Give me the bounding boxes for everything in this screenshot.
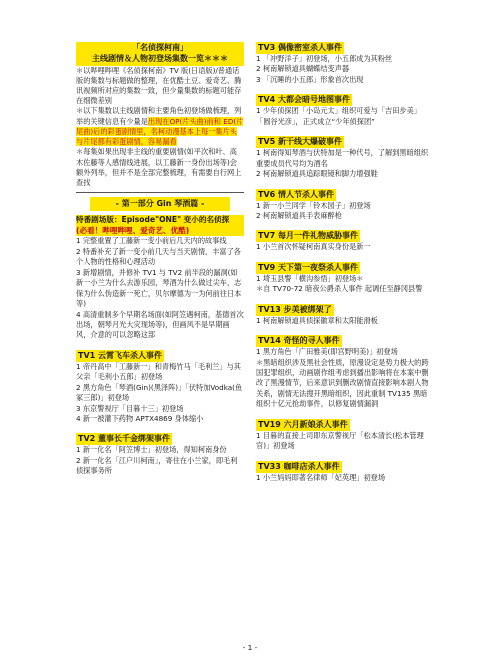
case-items-tv13 bbox=[256, 316, 431, 326]
list-item: 2 柯南解锁道具蝴蝶结变声器 bbox=[256, 64, 350, 74]
list-item: 3 东京警视厅「目暮十三」初登场 bbox=[76, 403, 184, 413]
list-item: 3 新增剧情，并修补 TV1 与 TV2 前半段的漏洞(如新一小兰为什么去游乐园，琴酒为什么做过尖车，志保为什么伪造新一死亡，贝尔摩德为一为何前往日本等) bbox=[76, 267, 242, 309]
case-items-tv6 bbox=[256, 201, 431, 222]
case-title-tv3: TV3 偶像密室杀人事件 bbox=[258, 43, 342, 52]
list-item: 1 目暮的直接上司即东京警视厅「松本清长(松本管理官)」初登场 bbox=[256, 430, 424, 451]
special-title bbox=[76, 215, 244, 236]
case-title-tv6: TV6 情人节杀人事件 bbox=[258, 189, 334, 199]
case-title-tv19: TV19 六月新娘杀人事件 bbox=[258, 419, 348, 429]
list-item: 1 新一化名「阿笠博士」初登场，得知柯南身份 bbox=[76, 445, 227, 455]
case-title-tv33: TV33 咖啡店杀人事件 bbox=[258, 461, 340, 471]
case-items-tv19 bbox=[256, 431, 431, 452]
page-number: - 1 - bbox=[242, 643, 258, 652]
list-item: 1 「冲野洋子」初登场，小五郎成为其粉丝 bbox=[256, 54, 393, 63]
list-item: ＊自 TV70-72 暗夜公爵杀人事件 起调任至静冈县警 bbox=[256, 284, 423, 294]
list-item: 2 特番补充了新一变小前几天与当天剧情，丰富了各个人物的性格和心理活动 bbox=[76, 246, 241, 267]
list-item: 2 新一化名「江户川柯南」，寄住在小兰家，即毛利侦探事务所 bbox=[76, 455, 238, 476]
list-item: 1 小兰妈妈即著名律师「妃英理」初登场 bbox=[256, 472, 386, 482]
part1-title: - 第一部分 Gin 琴酒篇 - bbox=[90, 197, 230, 211]
case-items-tv4 bbox=[256, 106, 431, 127]
list-item: ＊黑暗组织涉及黑社会性质，原漫设定是势力极大的跨国犯罪组织，动画剧作组考虑到播出影响将在本案中删改了黑漫情节，后来意识到删改剧情直接影响本剧人物关系，剧情无法搜开黑暗组织，因此重制 TV135 黑暗组织十亿元抢劫事件，以修复剧情漏洞 bbox=[256, 357, 429, 409]
case-items-tv5 bbox=[256, 148, 431, 179]
case-title-tv5: TV5 新干线大爆破事件 bbox=[258, 137, 342, 147]
list-item: 4 高清重制多个早期名场面(如阿笠遇柯南，基德首次出场，朝琴月光大灾现场等)，但画风不是早期画风，介意的可以忽略这部 bbox=[76, 309, 244, 340]
list-item: 1 柯南解锁道具侦探徽章和太阳能滑板 bbox=[256, 315, 378, 325]
special-title-line2: (必看！哔哩哔哩、爱奇艺、优酷) bbox=[76, 225, 190, 235]
case-items-tv3 bbox=[256, 54, 431, 85]
list-item: 1 帝丹高中「工藤新一」和青梅竹马「毛利兰」与其父亲「毛利小五郎」初登场 bbox=[76, 361, 241, 382]
list-item: 1 少年侦探团「小岛元太」组织可爱与「吉田步美」「圆谷光彦」，正式成立“少年侦探团” bbox=[256, 106, 421, 126]
case-items-tv9 bbox=[256, 274, 431, 295]
section-divider bbox=[76, 192, 244, 193]
intro-description: ＊以哔哩哔哩《名侦探柯南》TV 版(日语版)/普通话版的集数与标题做的整理，在优酷土豆、爱奇艺、腾讯视频所对应的集数一致，但少量集数的标题可能存在细微差别 bbox=[76, 65, 242, 106]
case-title-tv1: TV1 云霄飞车杀人事件 bbox=[78, 350, 162, 360]
right-column bbox=[256, 42, 431, 483]
case-items-tv1 bbox=[76, 362, 244, 425]
intro-title-line1: 「名侦探柯南」 bbox=[132, 43, 188, 52]
case-items-tv14 bbox=[256, 347, 431, 410]
intro-title bbox=[76, 42, 244, 66]
case-title-tv2: TV2 董事长千金绑架事件 bbox=[78, 434, 170, 444]
list-item: 1 小兰首次怀疑柯南真实身份是新一 bbox=[256, 242, 371, 252]
case-title-tv13: TV13 步美被绑架了 bbox=[258, 304, 332, 314]
list-item: 1 新一小兰同学「铃木园子」初登场 bbox=[256, 200, 371, 210]
list-item: 3 「沉睡的小五郎」形象首次出现 bbox=[256, 74, 364, 84]
intro-note2: ＊每集如果出现非主线的重要剧情(如平次和叶、高木佐藤等人感情线进展，以工藤新一身份出场等)会额外列举，但并不是全部完整梳理，有需要自行网上查找 bbox=[76, 147, 242, 187]
case-title-tv14: TV14 奇怪的寻人事件 bbox=[258, 336, 340, 346]
intro-note bbox=[76, 106, 244, 147]
case-items-tv7 bbox=[256, 242, 431, 252]
list-item: 1 柯南得知琴酒与伏特加是一种代号，了解到黑暗组织重要成员代号均为酒名 bbox=[256, 148, 429, 168]
list-item: 1 埼玉县警「横沟参悟」初登场＊ bbox=[256, 273, 364, 283]
list-item: 1 黑方角色「广田雅美(即宫野明美)」初登场 bbox=[256, 347, 398, 357]
special-items bbox=[76, 236, 244, 340]
special-title-line1: 特番剧场版：Episode"ONE" 变小的名侦探 bbox=[76, 215, 230, 225]
intro-note-rest: 名柯动漫基本上每一集片头与片尾都有彩蛋剧情，容易漏看 bbox=[76, 126, 237, 147]
list-item: 2 柯南解锁道具手表麻醉枪 bbox=[256, 210, 342, 220]
intro-title-line2: 主线剧情＆人物初登场集数一览＊＊＊ bbox=[92, 53, 228, 63]
intro-note-highlight: 出现在OP(片头曲)前和 ED(片尾曲)后的彩蛋剧情里， bbox=[76, 116, 244, 136]
case-items-tv2 bbox=[76, 445, 244, 476]
case-title-tv4: TV4 大都会暗号地图事件 bbox=[258, 95, 350, 105]
intro-note-pre: ＊以下集数以主线剧情和主要角色初登场做梳理，列举的关键信息有少量是 bbox=[76, 106, 242, 126]
case-title-tv7: TV7 每月一件礼物威胁事件 bbox=[258, 231, 358, 241]
left-column bbox=[76, 42, 244, 477]
case-items-tv33 bbox=[256, 473, 431, 483]
list-item: 1 完整重置了工藤新一变小前后几天内的故事线 bbox=[76, 236, 227, 246]
list-item: 2 柯南解锁道具追踪眼镜和脚力增强鞋 bbox=[256, 169, 378, 179]
list-item: 2 黑方角色「琴酒(Gin)(黑泽阵)」「伏特加Vodka(鱼冢三郎)」初登场 bbox=[76, 382, 243, 403]
list-item: 4 新一被灌下药物 APTX4869 身体缩小 bbox=[76, 414, 204, 424]
case-title-tv9: TV9 天下第一夜祭杀人事件 bbox=[258, 262, 358, 272]
